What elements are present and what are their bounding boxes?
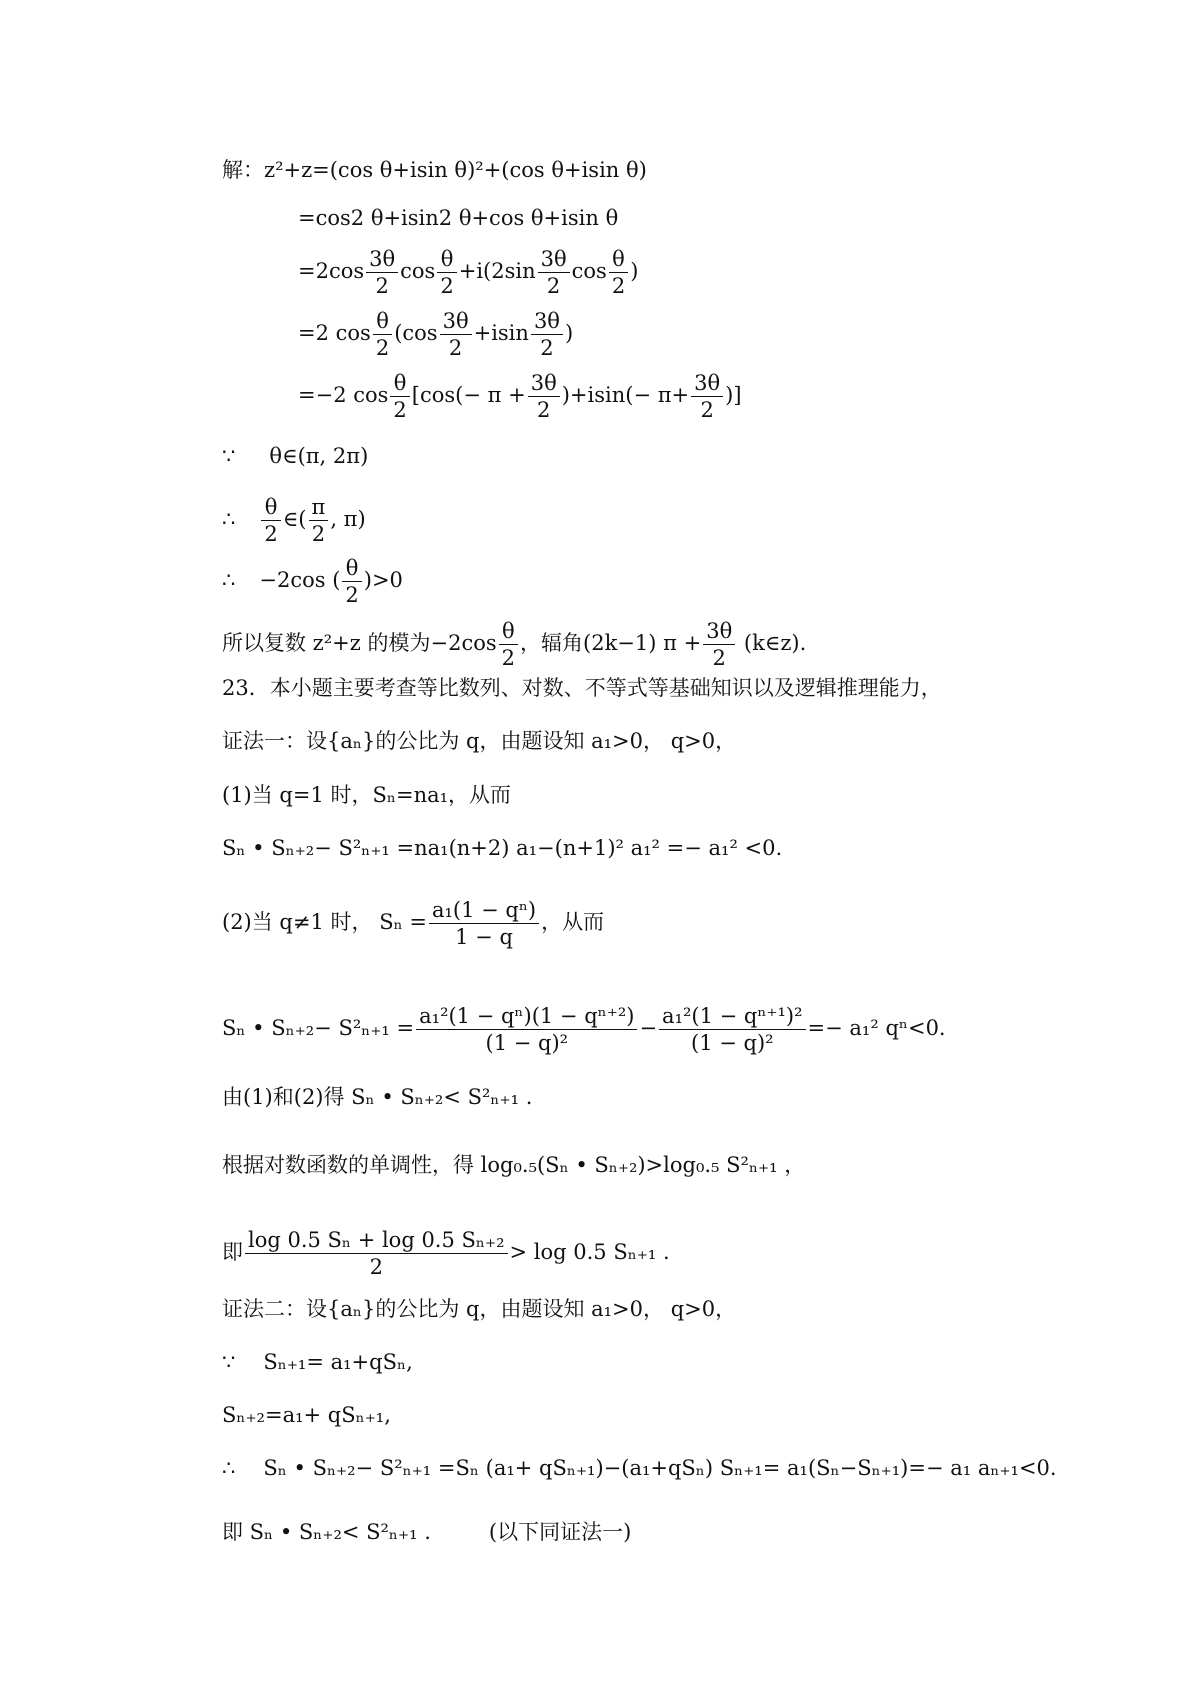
conclusion-k: (k∈z). — [737, 631, 807, 655]
numerator: θ — [502, 619, 515, 643]
denominator: 2 — [437, 272, 456, 299]
fraction — [309, 494, 329, 547]
denominator: 2 — [691, 396, 723, 423]
denominator: 2 — [440, 334, 472, 361]
conclusion-argument: ，辐角(2k−1) π + — [520, 631, 702, 655]
numerator: 3θ — [540, 247, 567, 271]
fraction — [528, 370, 560, 423]
fraction — [531, 308, 563, 361]
denominator: 2 — [531, 334, 563, 361]
text-pi: , π) — [330, 507, 366, 531]
text-in: ∈( — [282, 507, 307, 531]
denominator: 2 — [342, 581, 361, 608]
text-i2sin: +i(2sin — [458, 259, 536, 283]
method2-equation: Sₙ • Sₙ₊₂− S²ₙ₊₁ =Sₙ (a₁+ qSₙ₊₁)−(a₁+qSₙ) Sₙ₊₁= a₁(Sₙ−Sₙ₊₁)=− a₁ aₙ₊₁<0. — [263, 1456, 1057, 1480]
solution-line-5 — [298, 370, 742, 423]
denominator: 2 — [538, 272, 570, 299]
fraction — [703, 618, 735, 671]
numerator: 3θ — [442, 309, 469, 333]
solution-line-1 — [222, 156, 647, 184]
therefore-line-1 — [222, 494, 366, 547]
solution-line-4 — [298, 308, 573, 361]
text-2cos: =2cos — [298, 259, 365, 283]
fraction — [499, 618, 518, 671]
numerator: a₁²(1 − qⁿ)(1 − qⁿ⁺²) — [419, 1004, 635, 1028]
minus-sign: − — [639, 1016, 658, 1040]
numerator: a₁²(1 − qⁿ⁺¹)² — [662, 1004, 803, 1028]
denominator: 2 — [309, 520, 329, 547]
eq-line-1: z²+z=(cos θ+isin θ)²+(cos θ+isin θ) — [264, 158, 647, 182]
text-bracket-close: )] — [725, 383, 742, 407]
combine-line: 由(1)和(2)得 Sₙ • Sₙ₊₂< S²ₙ₊₁ . — [222, 1085, 533, 1109]
numerator: 3θ — [530, 371, 557, 395]
recurrence-1: Sₙ₊₁= a₁+qSₙ, — [263, 1350, 413, 1374]
text-gt0: )>0 — [363, 568, 403, 592]
denominator: 2 — [261, 520, 280, 547]
denominator: 1 − q — [429, 923, 539, 950]
numerator: θ — [612, 247, 625, 271]
fraction-sn — [429, 897, 539, 950]
fraction-log — [245, 1227, 508, 1280]
fraction — [416, 1003, 637, 1056]
same-as-method1-note: (以下同证法一) — [488, 1520, 632, 1544]
case2-line — [222, 897, 604, 950]
numerator: a₁(1 − qⁿ) — [431, 898, 537, 922]
therefore-symbol: ∴ — [222, 568, 236, 592]
therefore-line-2 — [222, 555, 403, 608]
text-ie: 即 — [222, 1240, 243, 1264]
text-neg2cos: −2cos ( — [259, 568, 341, 592]
solution-line-3 — [298, 246, 638, 299]
text-isin: )+isin(− π+ — [561, 383, 690, 407]
fraction — [609, 246, 628, 299]
because-symbol: ∵ — [222, 1350, 236, 1374]
therefore-symbol: ∴ — [222, 507, 236, 531]
method2-heading: 证法二：设{aₙ}的公比为 q，由题设知 a₁>0， q>0， — [222, 1297, 737, 1321]
since-line — [222, 442, 368, 470]
numerator: log 0.5 Sₙ + log 0.5 Sₙ₊₂ — [248, 1228, 505, 1252]
text-paren: ) — [564, 321, 574, 345]
case1-line: (1)当 q=1 时，Sₙ=na₁，从而 — [222, 783, 512, 807]
denominator: 2 — [245, 1253, 508, 1280]
because-symbol: ∵ — [222, 444, 236, 468]
text-thus: ，从而 — [541, 910, 605, 934]
case2-label: (2)当 q≠1 时， — [222, 910, 373, 934]
numerator: θ — [376, 309, 389, 333]
ie-line — [222, 1227, 670, 1280]
text-cos: cos — [571, 259, 607, 283]
fraction — [390, 370, 409, 423]
text-neg2cos: =−2 cos — [298, 383, 389, 407]
numerator: θ — [393, 371, 407, 395]
denominator: 2 — [373, 334, 392, 361]
denominator: 2 — [366, 272, 398, 299]
denominator: 2 — [609, 272, 628, 299]
fraction — [261, 494, 280, 547]
numerator: 3θ — [706, 619, 733, 643]
case1-equation: Sₙ • Sₙ₊₂− S²ₙ₊₁ =na₁(n+2) a₁−(n+1)² a₁² =− a₁² <0. — [222, 836, 783, 860]
fraction — [440, 308, 472, 361]
fraction — [691, 370, 723, 423]
conclusion-modulus: 所以复数 z²+z 的模为−2cos — [222, 631, 497, 655]
therefore-symbol: ∴ — [222, 1456, 236, 1480]
numerator: 3θ — [533, 309, 560, 333]
denominator: (1 − q)² — [659, 1029, 806, 1056]
eq-lhs: Sₙ • Sₙ₊₂− S²ₙ₊₁ = — [222, 1016, 415, 1040]
case2-equation — [222, 1003, 946, 1056]
text-2cos: =2 cos — [298, 321, 371, 345]
numerator: π — [311, 495, 326, 519]
numerator: θ — [345, 556, 359, 580]
denominator: 2 — [528, 396, 560, 423]
final-inequality: 即 Sₙ • Sₙ₊₂< S²ₙ₊₁ . — [222, 1520, 431, 1544]
method2-since-line — [222, 1348, 413, 1376]
method2-last-line — [222, 1518, 631, 1546]
fraction — [342, 555, 361, 608]
method2-line-2: Sₙ₊₂=a₁+ qSₙ₊₁, — [222, 1403, 391, 1427]
text-cos-bracket: [cos(− π + — [411, 383, 526, 407]
sn-symbol: Sₙ = — [379, 910, 427, 934]
text-paren: ) — [630, 259, 639, 283]
fraction — [659, 1003, 806, 1056]
ie-rhs: > log 0.5 Sₙ₊₁ . — [509, 1240, 670, 1264]
denominator: 2 — [390, 396, 409, 423]
fraction — [437, 246, 456, 299]
numerator: 3θ — [369, 247, 396, 271]
fraction — [538, 246, 570, 299]
problem23-intro: 23．本小题主要考查等比数列、对数、不等式等基础知识以及逻辑推理能力， — [222, 676, 942, 700]
eq-rhs: =− a₁² qⁿ<0. — [807, 1016, 946, 1040]
theta-range: θ∈(π, 2π) — [269, 444, 369, 468]
denominator: (1 − q)² — [416, 1029, 637, 1056]
fraction — [373, 308, 392, 361]
conclusion-line — [222, 618, 806, 671]
method1-heading: 证法一：设{aₙ}的公比为 q，由题设知 a₁>0， q>0， — [222, 729, 737, 753]
numerator: θ — [264, 495, 278, 519]
fraction — [366, 246, 398, 299]
solution-label: 解： — [222, 158, 264, 182]
denominator: 2 — [703, 644, 735, 671]
monotonic-line: 根据对数函数的单调性，得 log₀.₅(Sₙ • Sₙ₊₂)>log₀.₅ S²ₙ₊₁ ， — [222, 1153, 806, 1177]
text-cos: (cos — [394, 321, 438, 345]
text-cos: cos — [400, 259, 436, 283]
method2-therefore-line — [222, 1454, 1057, 1482]
text-isin: +isin — [473, 321, 529, 345]
solution-line-2: =cos2 θ+isin2 θ+cos θ+isin θ — [298, 206, 619, 230]
denominator: 2 — [499, 644, 518, 671]
numerator: θ — [440, 247, 454, 271]
numerator: 3θ — [694, 371, 721, 395]
